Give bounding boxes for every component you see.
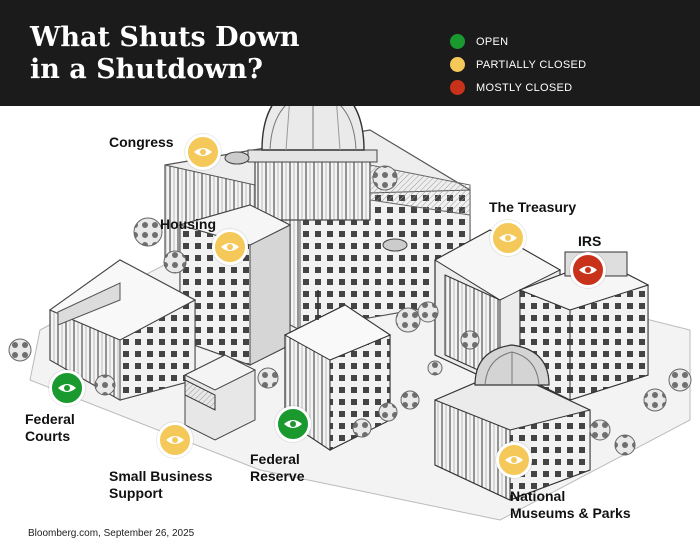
eye-icon <box>220 241 240 253</box>
federal-reserve-marker[interactable] <box>275 406 311 442</box>
federal-courts-label-line-2: Courts <box>25 428 71 444</box>
museums-parks-label-line-1: National <box>510 488 566 504</box>
eye-icon <box>498 232 518 244</box>
eye-icon <box>193 146 213 158</box>
housing-label: Housing <box>160 216 216 232</box>
treasury-label: The Treasury <box>489 199 577 215</box>
federal-reserve-label <box>250 451 305 485</box>
museums-parks-marker[interactable] <box>496 442 532 478</box>
legend-label-open: OPEN <box>476 35 509 48</box>
eye-icon <box>57 382 77 394</box>
legend-item-mostly-closed <box>450 76 586 99</box>
status-legend <box>450 30 586 99</box>
federal-courts-label <box>25 411 75 445</box>
legend-item-partially-closed <box>450 53 586 76</box>
federal-courts-label-line-1: Federal <box>25 411 75 427</box>
irs-marker[interactable] <box>570 252 606 288</box>
red-dot-icon <box>450 80 465 95</box>
eye-icon <box>578 264 598 276</box>
museums-parks-label-line-2: Museums & Parks <box>510 505 631 521</box>
source-credit: Bloomberg.com, September 26, 2025 <box>28 528 195 539</box>
irs-label: IRS <box>578 233 602 249</box>
page-title <box>30 22 330 86</box>
legend-label-partially-closed: PARTIALLY CLOSED <box>476 58 587 71</box>
small-business-marker[interactable] <box>157 422 193 458</box>
federal-courts-marker[interactable] <box>49 370 85 406</box>
congress-label: Congress <box>109 134 174 150</box>
small-business-label-line-1: Small Business <box>109 468 213 484</box>
legend-label-mostly-closed: MOSTLY CLOSED <box>476 81 573 94</box>
federal-reserve-label-line-2: Reserve <box>250 468 305 484</box>
yellow-dot-icon <box>450 57 465 72</box>
eye-icon <box>165 434 185 446</box>
museums-parks-label <box>510 488 631 522</box>
eye-icon <box>504 454 524 466</box>
green-dot-icon <box>450 34 465 49</box>
congress-marker[interactable] <box>185 134 221 170</box>
legend-item-open <box>450 30 586 53</box>
eye-icon <box>283 418 303 430</box>
treasury-marker[interactable] <box>490 220 526 256</box>
housing-marker[interactable] <box>212 229 248 265</box>
federal-reserve-label-line-1: Federal <box>250 451 300 467</box>
title-line-2: in a Shutdown? <box>30 54 263 85</box>
small-business-label <box>109 468 213 502</box>
small-business-label-line-2: Support <box>109 485 163 501</box>
title-line-1: What Shuts Down <box>30 22 300 53</box>
